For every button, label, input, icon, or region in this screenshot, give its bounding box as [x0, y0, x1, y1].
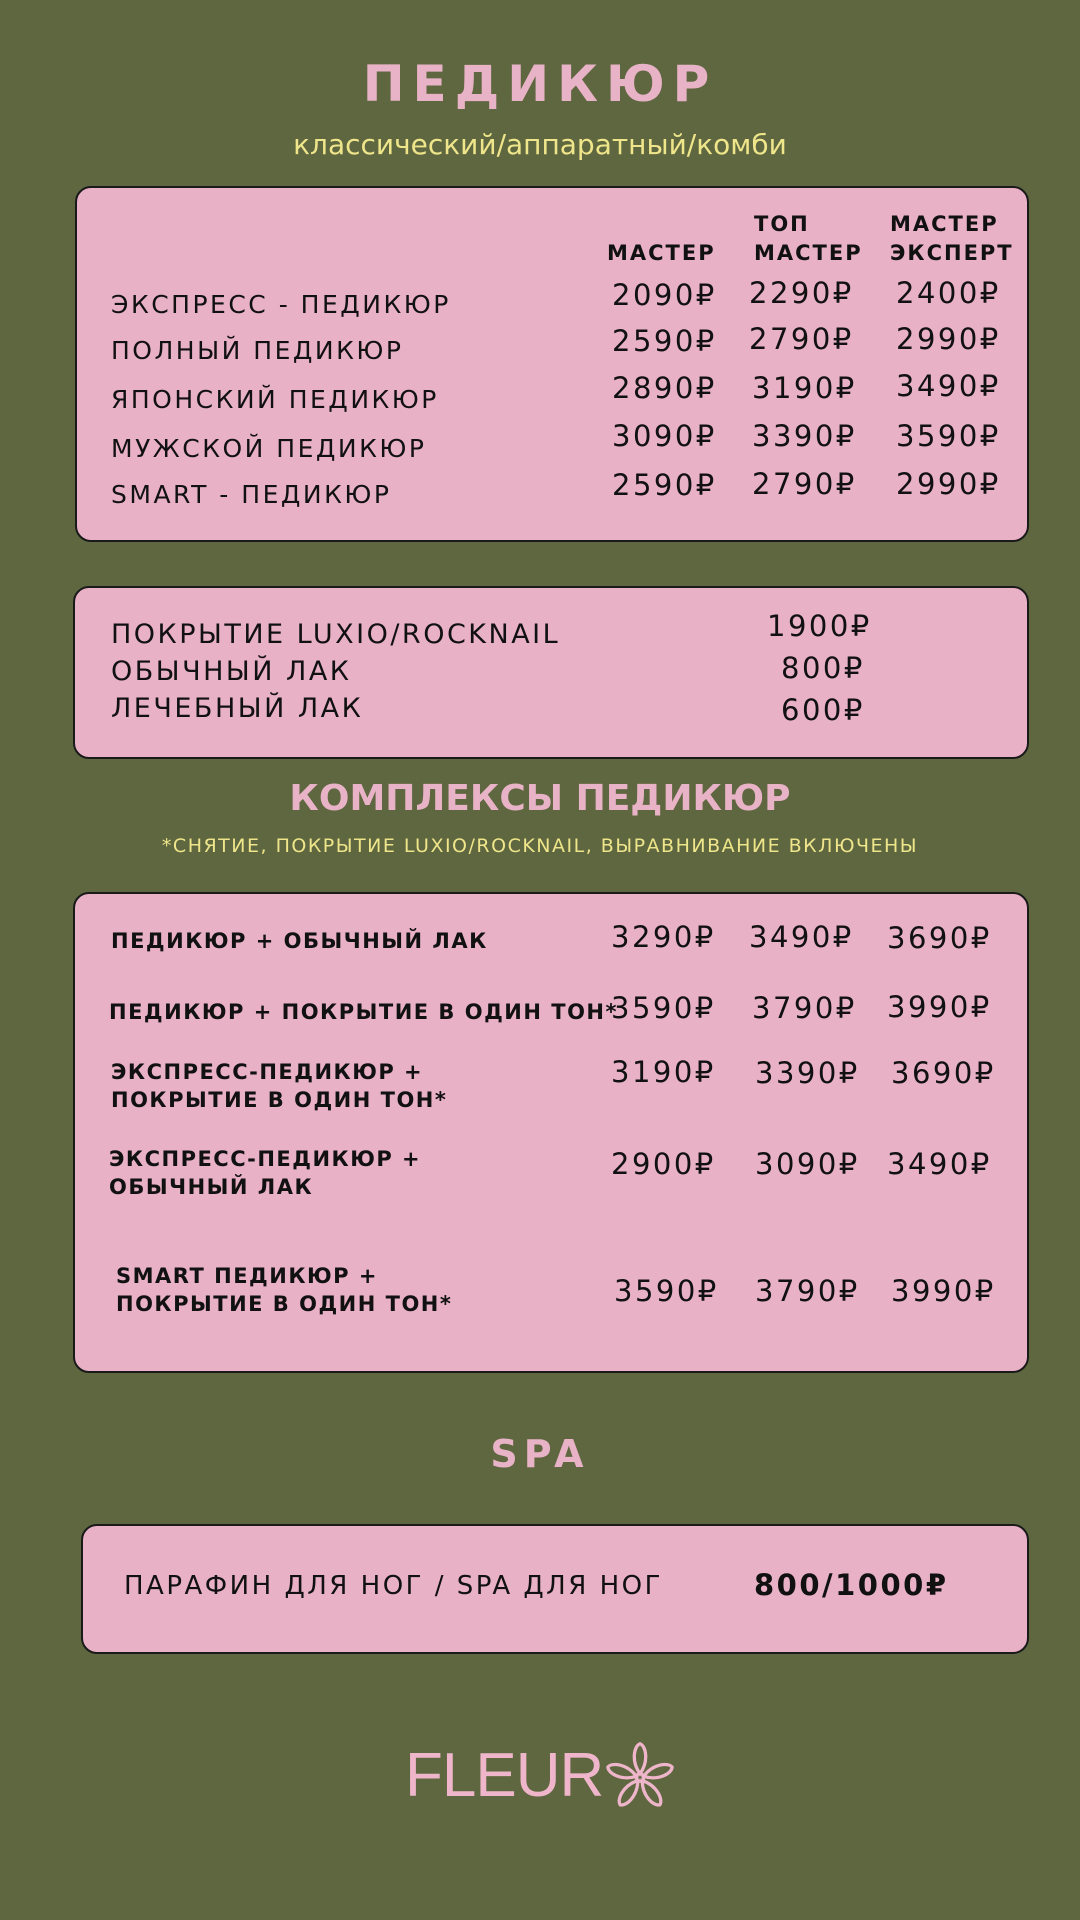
price-expert: 3490₽ [896, 369, 1001, 403]
complex-price-expert: 3490₽ [887, 1147, 992, 1181]
spa-price: 800/1000₽ [754, 1568, 949, 1602]
service-label: SMART - ПЕДИКЮР [111, 480, 392, 509]
price-top-master: 2790₽ [752, 467, 857, 501]
price-expert: 2990₽ [896, 322, 1001, 356]
complex-price-top-master: 3490₽ [749, 920, 854, 954]
price-master: 2090₽ [612, 278, 717, 312]
column-header-master: МАСТЕР [607, 241, 716, 265]
service-label: ЯПОНСКИЙ ПЕДИКЮР [111, 385, 439, 414]
complex-price-master: 3590₽ [611, 991, 716, 1025]
price-expert: 2400₽ [896, 276, 1001, 310]
price-master: 2590₽ [612, 324, 717, 358]
complex-price-top-master: 3390₽ [755, 1056, 860, 1090]
page-title: ПЕДИКЮР [362, 55, 718, 113]
complex-label: ЭКСПРЕСС-ПЕДИКЮР + ПОКРЫТИЕ В ОДИН ТОН* [111, 1060, 448, 1112]
coating-price: 600₽ [781, 693, 865, 727]
complex-price-expert: 3690₽ [891, 1056, 996, 1090]
complex-price-master: 2900₽ [611, 1147, 716, 1181]
price-expert: 2990₽ [896, 467, 1001, 501]
column-header-expert: МАСТЕР ЭКСПЕРТ [890, 212, 1014, 265]
coating-price: 800₽ [781, 651, 865, 685]
price-master: 3090₽ [612, 419, 717, 453]
complex-price-master: 3290₽ [611, 920, 716, 954]
price-top-master: 2290₽ [749, 276, 854, 310]
complexes-price-card [73, 892, 1029, 1373]
page-subtitle: классический/аппаратный/комби [293, 128, 787, 161]
complex-label: ПЕДИКЮР + ПОКРЫТИЕ В ОДИН ТОН* [109, 1000, 618, 1024]
complex-price-top-master: 3090₽ [755, 1147, 860, 1181]
column-header-top-master: ТОП МАСТЕР [754, 212, 863, 265]
service-label: ЭКСПРЕСС - ПЕДИКЮР [111, 290, 451, 319]
coating-label: ЛЕЧЕБНЫЙ ЛАК [111, 693, 364, 724]
spa-price-card [81, 1524, 1029, 1654]
complex-label: ПЕДИКЮР + ОБЫЧНЫЙ ЛАК [111, 929, 488, 953]
price-top-master: 3190₽ [752, 371, 857, 405]
brand-logo [405, 1740, 685, 1815]
logo-text: FLEUR [405, 1741, 604, 1810]
complex-label: SMART ПЕДИКЮР + ПОКРЫТИЕ В ОДИН ТОН* [116, 1264, 453, 1316]
pedicure-price-card [75, 186, 1029, 542]
service-label: ПОЛНЫЙ ПЕДИКЮР [111, 336, 404, 365]
flower-icon [601, 1740, 679, 1815]
section-note-complexes: *СНЯТИЕ, ПОКРЫТИЕ LUXIO/ROCKNAIL, ВЫРАВНИВАНИЕ ВКЛЮЧЕНЫ [161, 835, 919, 857]
price-master: 2590₽ [612, 468, 717, 502]
coating-price-card [73, 586, 1029, 759]
complex-price-expert: 3990₽ [891, 1274, 996, 1308]
complex-price-top-master: 3790₽ [755, 1274, 860, 1308]
price-top-master: 3390₽ [752, 419, 857, 453]
price-master: 2890₽ [612, 371, 717, 405]
spa-label: ПАРАФИН ДЛЯ НОГ / SPA ДЛЯ НОГ [124, 1571, 663, 1601]
complex-price-expert: 3690₽ [887, 921, 992, 955]
complex-price-expert: 3990₽ [887, 990, 992, 1024]
complex-label: ЭКСПРЕСС-ПЕДИКЮР + ОБЫЧНЫЙ ЛАК [109, 1147, 422, 1199]
coating-label: ОБЫЧНЫЙ ЛАК [111, 656, 352, 687]
price-expert: 3590₽ [896, 419, 1001, 453]
service-label: МУЖСКОЙ ПЕДИКЮР [111, 434, 427, 463]
coating-label: ПОКРЫТИЕ LUXIO/ROCKNAIL [111, 619, 561, 650]
section-title-complexes: КОМПЛЕКСЫ ПЕДИКЮР [289, 778, 791, 819]
complex-price-top-master: 3790₽ [752, 991, 857, 1025]
complex-price-master: 3190₽ [611, 1055, 716, 1089]
complex-price-master: 3590₽ [614, 1274, 719, 1308]
price-top-master: 2790₽ [749, 322, 854, 356]
section-title-spa: SPA [490, 1432, 590, 1476]
coating-price: 1900₽ [767, 609, 872, 643]
